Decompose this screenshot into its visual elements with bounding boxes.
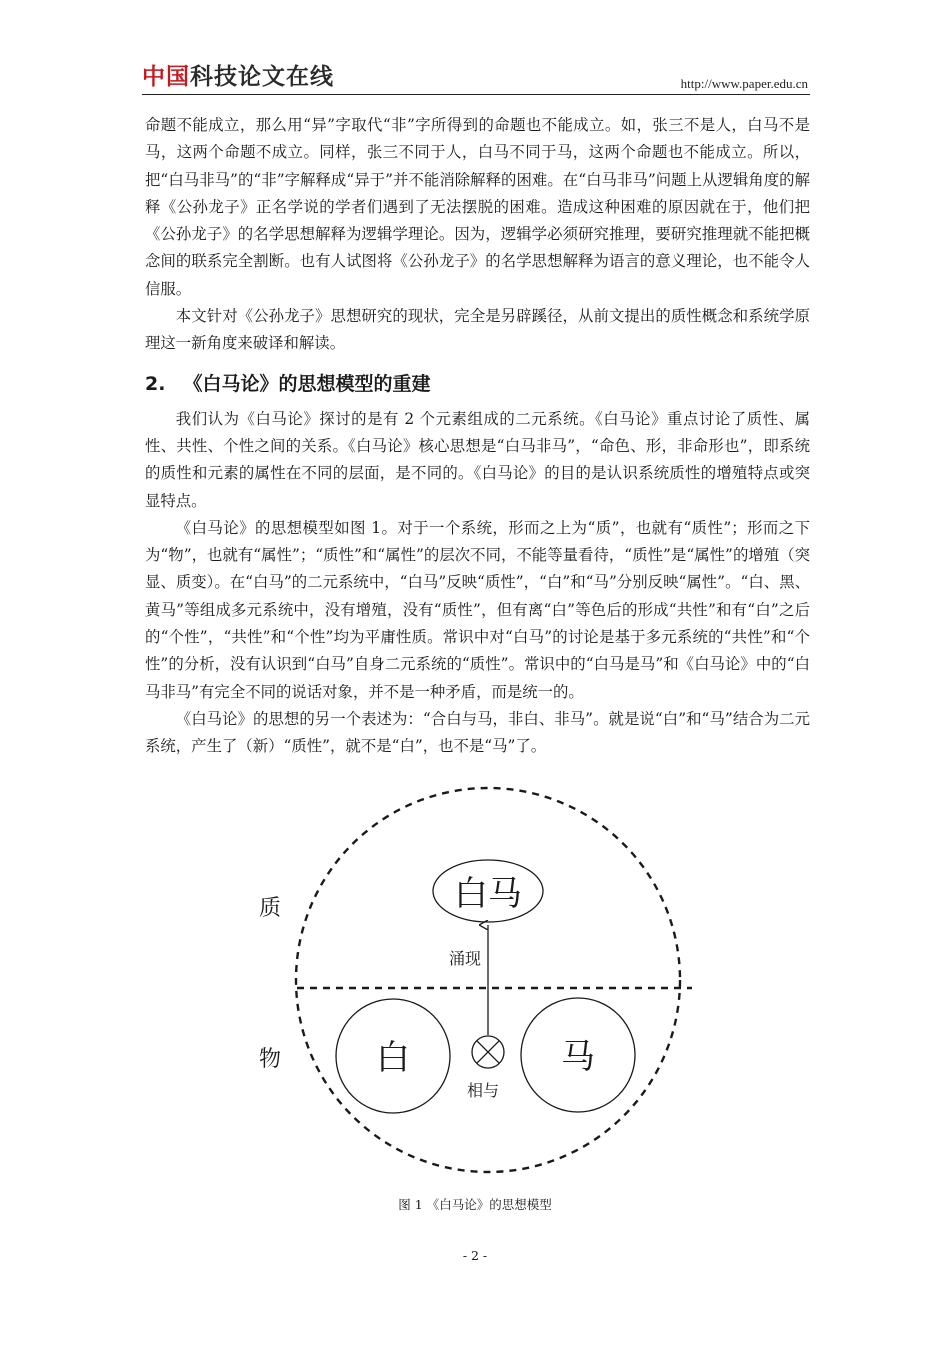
quality-level-label: 质 [258,896,282,921]
horse-element-label: 马 [561,1037,595,1077]
paragraph-3: 我们认为《白马论》探讨的是有 2 个元素组成的二元系统。《白马论》重点讨论了质性、属性、共性、个性之间的关系。《白马论》核心思想是“白马非马”，“命色、形，非命形也”，即系统的质性和元素的属性在不同的层面，是不同的。《白马论》的目的是认识系统质性的增殖特点或突显特点。 [145,409,810,510]
matter-level-label: 物 [258,1047,282,1072]
paragraph-2: 本文针对《公孙龙子》思想研究的现状，完全是另辟蹊径，从前文提出的质性概念和系统学原理这一新角度来破译和解读。 [145,307,810,353]
logo-red-text: 中国 [142,64,190,90]
logo-dark-text: 科技论文在线 [190,64,334,90]
paragraph-4: 《白马论》的思想模型如图 1。对于一个系统，形而之上为“质”，也就有“质性”；形而之下为“物”，也就有“属性”；“质性”和“属性”的层次不同，不能等量看待，“质性”是“属性”的增殖（突显、质变）。在“白马”的二元系统中，“白马”反映“质性”，“白”和“马”分别反映“属性”。“白、黑、黄马”等组成多元系统中，没有增殖，没有“质性”，但有离“白”等色后的形成“共性”和有“白”之后的“个性”，“共性”和“个性”均为平庸性质。常识中对“白马”的讨论是基于多元系统的“共性”和“个性”的分析，没有认识到“白马”自身二元系统的“质性”。常识中的“白马是马”和《白马论》中的“白马非马”有完全不同的说话对象，并不是一种矛盾，而是统一的。 [145,518,810,701]
page-number: - 2 - [462,1248,488,1263]
combine-label: 相与 [466,1081,500,1100]
header-url[interactable]: http://www.paper.edu.cn [680,76,808,91]
paragraph-5: 《白马论》的思想的另一个表述为：“合白与马，非白、非马”。就是说“白”和“马”结合为二元系统，产生了（新）“质性”，就不是“白”，也不是“马”了。 [145,709,810,756]
white-horse-label: 白马 [454,874,522,914]
section-number: 2. [145,372,166,395]
paragraph-1: 命题不能成立，那么用“异”字取代“非”字所得到的命题也不能成立。如，张三不是人，白马不是马，这两个命题不成立。同样，张三不同于人，白马不同于马，这两个命题也不能成立。所以，把“白马非马”的“非”字解释成“异于”并不能消除解释的困难。在“白马非马”问题上从逻辑角度的解释《公孙龙子》正名学说的学者们遇到了无法摆脱的困难。造成这种困难的原因就在于，他们把《公孙龙子》的名学思想解释为逻辑学理论。因为，逻辑学必须研究推理，要研究推理就不能把概念间的联系完全割断。也有人试图将《公孙龙子》的名学思想解释为语言的意义理论，也不能令人信服。 [145,116,810,298]
section-title: 《白马论》的思想模型的重建 [183,372,431,395]
emergence-label: 涌现 [448,949,482,968]
white-element-label: 白 [376,1038,410,1078]
combine-operator-icon [472,1036,504,1068]
figure-caption: 图 1 《白马论》的思想模型 [398,1197,552,1212]
